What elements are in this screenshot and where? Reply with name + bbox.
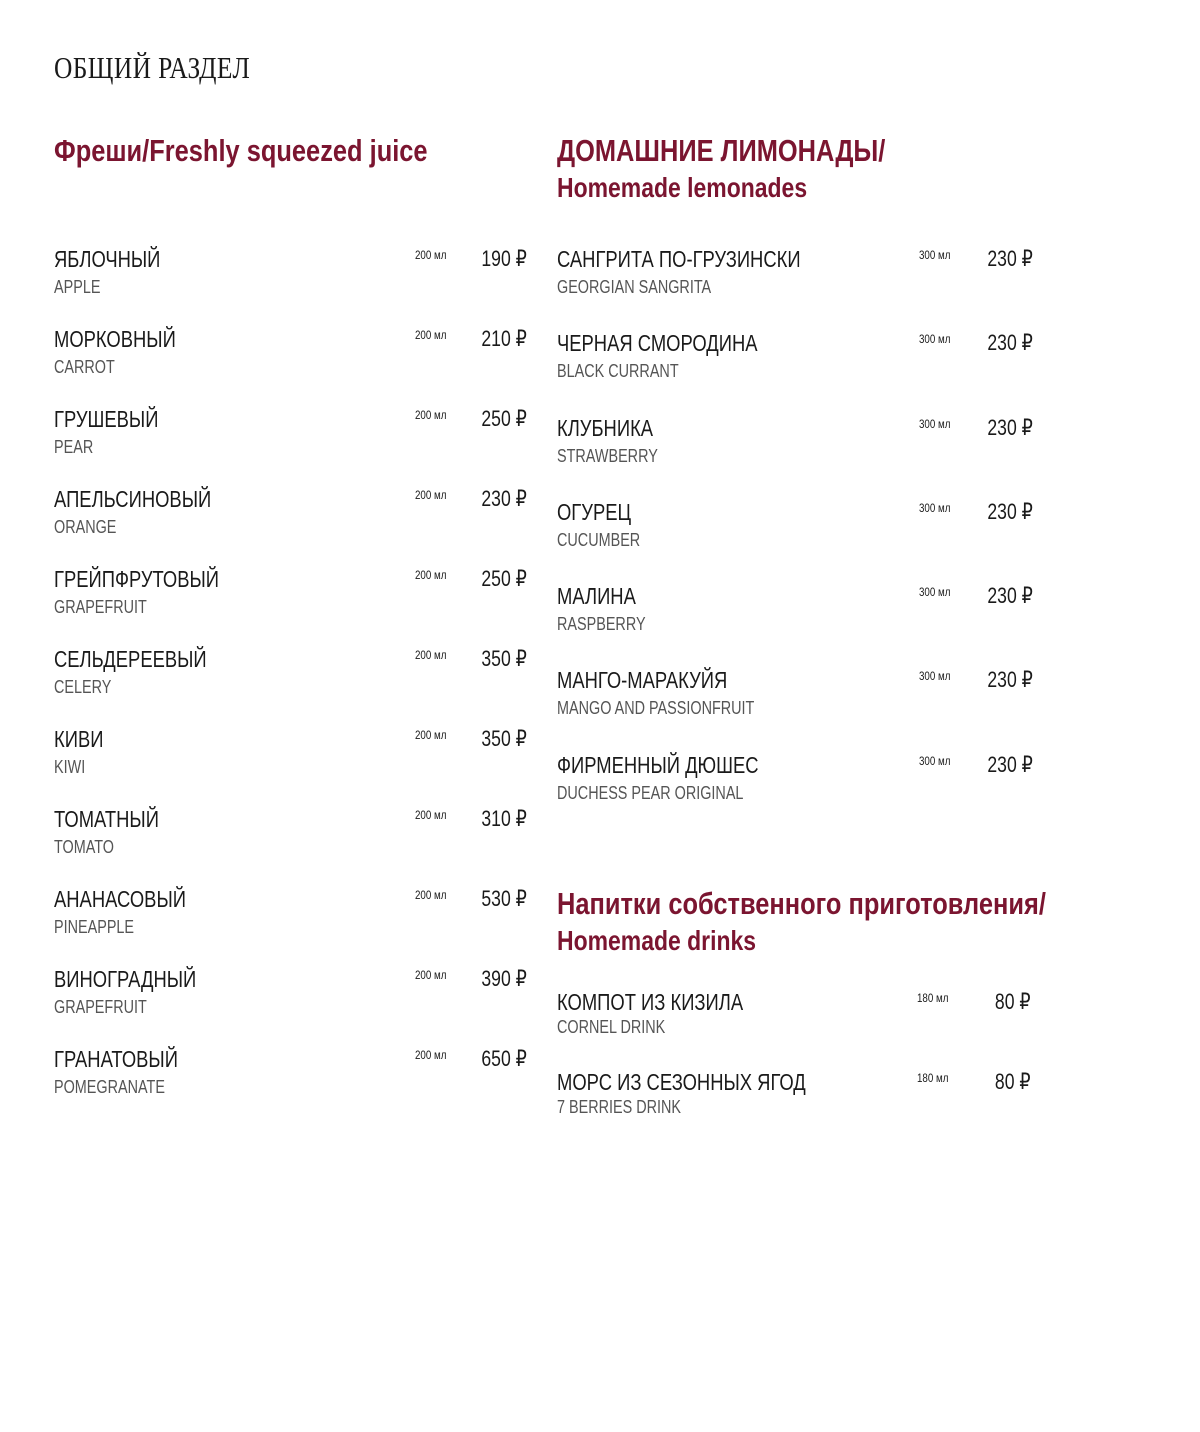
menu-item-volume: 200 мл — [415, 650, 447, 662]
menu-item-english-name: MANGO AND PASSIONFRUIT — [557, 698, 755, 719]
menu-item-english-name: GEORGIAN SANGRITA — [557, 277, 712, 297]
menu-item-price: 230 ₽ — [987, 414, 1033, 440]
menu-item-volume: 200 мл — [415, 570, 447, 582]
menu-item — [54, 566, 534, 646]
menu-item-english-name: CORNEL DRINK — [557, 1017, 666, 1038]
menu-item-price: 230 ₽ — [987, 751, 1033, 777]
menu-item-price: 250 ₽ — [481, 406, 527, 431]
menu-item-name: АНАНАСОВЫЙ — [54, 886, 186, 912]
menu-item-name: АПЕЛЬСИНОВЫЙ — [54, 486, 212, 512]
menu-item-english-name: STRAWBERRY — [557, 445, 658, 466]
menu-item-name: ВИНОГРАДНЫЙ — [54, 966, 197, 992]
lemonade-list — [557, 246, 1037, 836]
menu-item — [557, 989, 1037, 1069]
juice-column — [54, 132, 534, 1126]
menu-item-name: МОРКОВНЫЙ — [54, 326, 176, 352]
menu-item-volume: 300 мл — [919, 334, 951, 347]
menu-item-volume: 300 мл — [919, 502, 951, 515]
menu-item-price: 80 ₽ — [995, 989, 1031, 1015]
menu-item-english-name: BLACK CURRANT — [557, 361, 679, 382]
menu-item-english-name: DUCHESS PEAR ORIGINAL — [557, 782, 744, 803]
menu-item — [54, 406, 534, 486]
menu-item-price: 190 ₽ — [481, 246, 527, 271]
menu-item-price: 250 ₽ — [481, 566, 527, 591]
menu-item-price: 230 ₽ — [987, 330, 1033, 356]
lemonade-title-line2: Homemade lemonades — [557, 172, 808, 203]
menu-item-english-name: 7 BERRIES DRINK — [557, 1097, 682, 1118]
menu-item — [557, 330, 1037, 414]
menu-item-price: 650 ₽ — [481, 1046, 527, 1071]
menu-item-english-name: PINEAPPLE — [54, 917, 135, 937]
menu-item-english-name: RASPBERRY — [557, 614, 646, 635]
menu-item-volume: 200 мл — [415, 970, 447, 982]
page-title: ОБЩИЙ РАЗДЕЛ — [54, 50, 251, 85]
menu-item — [54, 246, 534, 326]
menu-item-volume: 200 мл — [415, 810, 447, 822]
menu-item-name: ЯБЛОЧНЫЙ — [54, 246, 161, 272]
menu-item-english-name: PEAR — [54, 437, 94, 457]
menu-item-volume: 200 мл — [415, 1050, 447, 1062]
menu-item-english-name: GRAPEFRUIT — [54, 597, 147, 617]
menu-item-english-name: TOMATO — [54, 837, 115, 857]
menu-item-english-name: KIWI — [54, 757, 86, 777]
menu-item-name: ФИРМЕННЫЙ ДЮШЕС — [557, 751, 759, 778]
menu-item-volume: 300 мл — [919, 671, 951, 684]
juice-section-title: Фреши/Freshly squeezed juice — [54, 133, 428, 168]
menu-item-name: ГРУШЕВЫЙ — [54, 406, 159, 432]
menu-item-name: КЛУБНИКА — [557, 414, 654, 441]
menu-item-volume: 200 мл — [415, 330, 447, 342]
menu-item — [54, 886, 534, 966]
menu-item-name: КИВИ — [54, 726, 104, 752]
menu-item-name: МАЛИНА — [557, 583, 636, 610]
menu-item — [557, 246, 1037, 330]
menu-item-volume: 200 мл — [415, 410, 447, 422]
menu-item-price: 230 ₽ — [987, 498, 1033, 524]
menu-item-volume: 300 мл — [919, 418, 951, 431]
menu-item-volume: 180 мл — [917, 993, 949, 1006]
menu-item-price: 390 ₽ — [481, 966, 527, 991]
menu-item — [54, 726, 534, 806]
menu-item — [54, 966, 534, 1046]
menu-item — [54, 1046, 534, 1126]
menu-item-price: 350 ₽ — [481, 646, 527, 671]
menu-item-volume: 200 мл — [415, 250, 447, 262]
menu-item — [54, 326, 534, 406]
menu-item-name: ТОМАТНЫЙ — [54, 806, 159, 832]
menu-item — [54, 646, 534, 726]
menu-item-volume: 200 мл — [415, 890, 447, 902]
menu-item — [557, 583, 1037, 667]
menu-item-volume: 180 мл — [917, 1073, 949, 1086]
menu-item-price: 230 ₽ — [987, 583, 1033, 609]
menu-item-name: САНГРИТА ПО-ГРУЗИНСКИ — [557, 246, 801, 272]
homemade-drinks-list — [557, 989, 1037, 1149]
menu-item — [557, 1069, 1037, 1149]
menu-item-volume: 300 мл — [919, 587, 951, 600]
menu-item-name: ЧЕРНАЯ СМОРОДИНА — [557, 330, 758, 357]
lemonade-title-line1: ДОМАШНИЕ ЛИМОНАДЫ/ — [557, 133, 886, 168]
menu-item-name: ОГУРЕЦ — [557, 498, 632, 525]
homemade-drinks-section-title — [557, 885, 1046, 959]
menu-item-name: КОМПОТ ИЗ КИЗИЛА — [557, 989, 744, 1016]
lemonade-section-title — [557, 132, 951, 206]
menu-item — [54, 486, 534, 566]
menu-item-price: 230 ₽ — [987, 667, 1033, 693]
menu-item-price: 350 ₽ — [481, 726, 527, 751]
menu-item — [557, 752, 1037, 836]
menu-item-volume: 300 мл — [919, 755, 951, 768]
menu-item-english-name: GRAPEFRUIT — [54, 997, 147, 1017]
menu-item-english-name: CARROT — [54, 357, 115, 377]
menu-item-name: ГРЕЙПФРУТОВЫЙ — [54, 566, 220, 592]
menu-item — [557, 499, 1037, 583]
menu-item — [54, 806, 534, 886]
menu-item-english-name: CELERY — [54, 677, 112, 697]
menu-item-english-name: CUCUMBER — [557, 529, 641, 550]
menu-item-name: МОРС ИЗ СЕЗОННЫХ ЯГОД — [557, 1069, 806, 1096]
menu-item-name: ГРАНАТОВЫЙ — [54, 1046, 178, 1072]
menu-item-price: 230 ₽ — [987, 246, 1033, 271]
menu-item-english-name: APPLE — [54, 277, 101, 297]
menu-item-name: МАНГО-МАРАКУЙЯ — [557, 667, 728, 694]
menu-item-volume: 200 мл — [415, 730, 447, 742]
menu-item-volume: 300 мл — [919, 250, 951, 262]
menu-item-name: СЕЛЬДЕРЕЕВЫЙ — [54, 646, 207, 672]
menu-item-price: 210 ₽ — [481, 326, 527, 351]
menu-item-english-name: ORANGE — [54, 517, 117, 537]
menu-item — [557, 415, 1037, 499]
homemade-drinks-title-line2: Homemade drinks — [557, 925, 757, 957]
drinks-column — [557, 132, 1046, 1149]
menu-item-price: 230 ₽ — [481, 486, 527, 511]
homemade-drinks-title-line1: Напитки собственного приготовления/ — [557, 886, 1046, 922]
menu-item-price: 530 ₽ — [481, 886, 527, 911]
juice-list — [54, 246, 534, 1126]
menu-item-english-name: POMEGRANATE — [54, 1077, 165, 1097]
menu-item-price: 80 ₽ — [995, 1069, 1031, 1095]
menu-item — [557, 667, 1037, 751]
menu-item-price: 310 ₽ — [481, 806, 527, 831]
menu-item-volume: 200 мл — [415, 490, 447, 502]
